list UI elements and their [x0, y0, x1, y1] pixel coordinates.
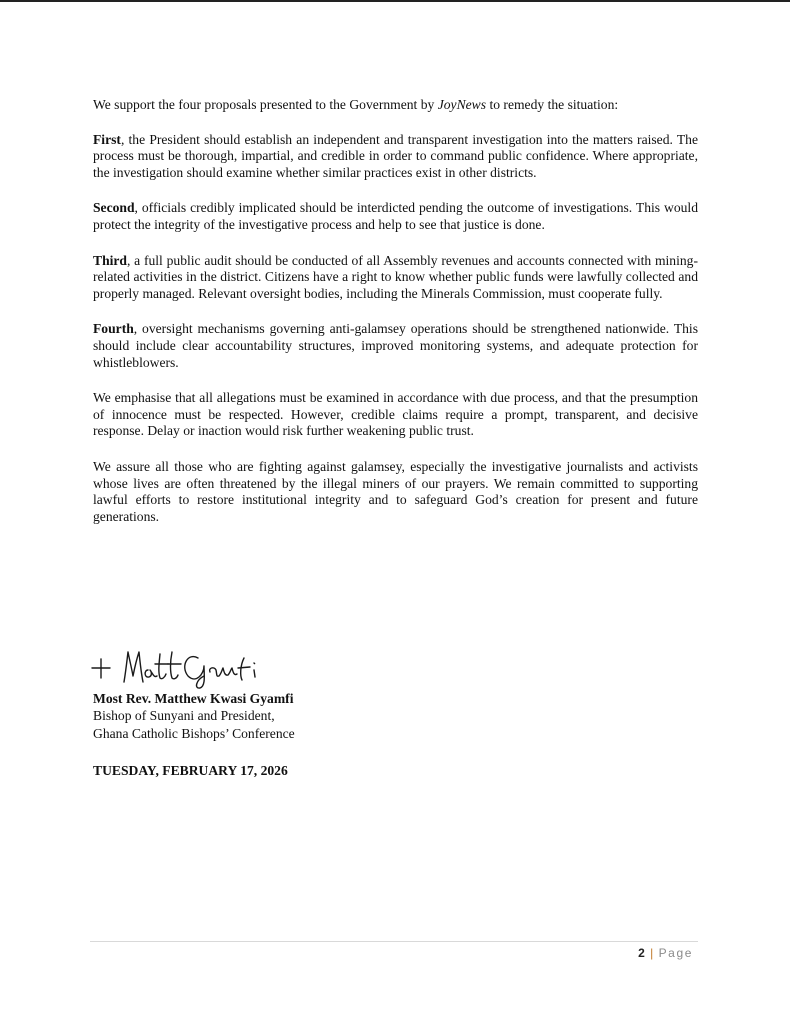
intro-text-end: to remedy the situation: — [486, 97, 619, 112]
proposal-text: , oversight mechanisms governing anti-galamsey operations should be strengthened nationwide. This should include clear accountability structures, improved monitoring systems, and adequate protection for whistleblowers. — [93, 321, 698, 370]
signature-block — [93, 690, 295, 742]
proposal-text: , a full public audit should be conducted of all Assembly revenues and accounts connected with mining-related activities in the district. Citizens have a right to know whether public funds were lawfully collected and properly managed. Relevant oversight bodies, including the Minerals Commission, must cooperate fully. — [93, 252, 698, 301]
page-label: Page — [658, 946, 693, 960]
proposal-text: , officials credibly implicated should be interdicted pending the outcome of investigations. This would protect the integrity of the investigative process and help to see that justice is done. — [93, 200, 698, 232]
signatory-title-line1: Bishop of Sunyani and President, — [93, 708, 275, 724]
proposal-text: , the President should establish an independent and transparent investigation into the matters raised. The process must be thorough, impartial, and credible in order to command public confidence. Where appropriate, the investigation should examine whether similar practices exist in other districts. — [93, 131, 698, 180]
page-top-edge — [0, 0, 790, 2]
proposal-third — [93, 253, 698, 303]
signatory-title-line2: Ghana Catholic Bishops’ Conference — [93, 725, 295, 741]
due-process-paragraph: We emphasise that all allegations must be examined in accordance with due process, and that the presumption of innocence must be respected. However, credible claims require a prompt, transparent, and decisive response. Delay or inaction would risk further weakening public trust. — [93, 390, 698, 439]
intro-text-start: We support the four proposals presented to the Government by — [93, 97, 438, 112]
proposal-second — [93, 200, 698, 233]
proposal-lead: Fourth — [93, 321, 134, 337]
handwritten-signature — [88, 640, 318, 690]
signatory-name: Most Rev. Matthew Kwasi Gyamfi — [93, 691, 294, 706]
proposal-lead: First — [93, 131, 121, 147]
document-date: TUESDAY, FEBRUARY 17, 2026 — [93, 763, 288, 778]
news-source: JoyNews — [437, 97, 487, 112]
proposal-first — [93, 132, 698, 182]
page-number-footer — [638, 946, 693, 960]
intro-paragraph — [93, 97, 698, 114]
page-number: 2 — [638, 946, 645, 960]
proposal-lead: Second — [93, 200, 135, 216]
page-separator: | — [650, 946, 654, 960]
assurance-paragraph: We assure all those who are fighting against galamsey, especially the investigative journalists and activists whose lives are often threatened by the illegal miners of our prayers. We remain committed to supporting lawful efforts to restore institutional integrity and to safeguard God’s creation for present and future generations. — [93, 458, 698, 524]
proposal-lead: Third — [93, 252, 127, 268]
footer-divider — [90, 941, 698, 942]
proposal-fourth — [93, 321, 698, 371]
letter-body — [93, 97, 698, 544]
